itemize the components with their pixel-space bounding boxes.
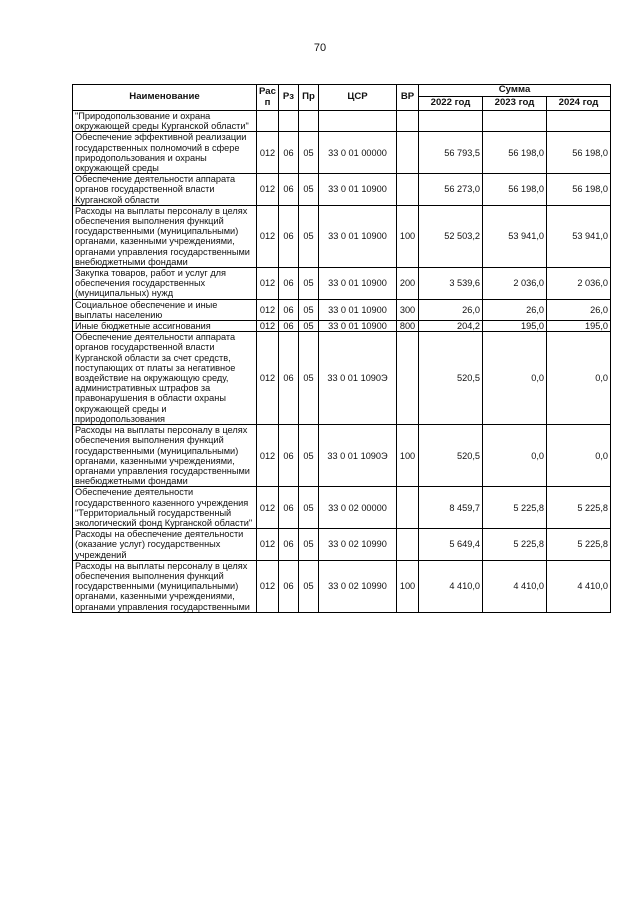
cell-vr: 100 — [397, 425, 419, 487]
cell-sum-2023: 195,0 — [483, 321, 547, 332]
table-body — [73, 111, 611, 613]
cell-sum-2022: 26,0 — [419, 299, 483, 320]
cell-name: Обеспечение эффективной реализации государственных полномочий в сфере природопользования и охраны окружающей среды — [73, 132, 257, 174]
cell-sum-2022: 52 503,2 — [419, 205, 483, 267]
header-year-2023: 2023 год — [483, 97, 547, 111]
cell-rz: 06 — [279, 487, 299, 529]
table-row — [73, 487, 611, 529]
cell-pr: 05 — [299, 174, 319, 206]
cell-vr — [397, 332, 419, 425]
table-row — [73, 321, 611, 332]
cell-sum-2024: 26,0 — [547, 299, 611, 320]
cell-vr — [397, 132, 419, 174]
cell-pr: 05 — [299, 560, 319, 612]
cell-rasp: 012 — [257, 529, 279, 561]
header-rasp: Рас п — [257, 85, 279, 111]
table-row — [73, 174, 611, 206]
cell-sum-2023: 56 198,0 — [483, 132, 547, 174]
table-row — [73, 299, 611, 320]
cell-sum-2024: 53 941,0 — [547, 205, 611, 267]
cell-rasp: 012 — [257, 321, 279, 332]
cell-sum-2024: 195,0 — [547, 321, 611, 332]
cell-pr: 05 — [299, 425, 319, 487]
header-sum: Сумма — [419, 85, 611, 97]
cell-sum-2022: 8 459,7 — [419, 487, 483, 529]
cell-sum-2022: 204,2 — [419, 321, 483, 332]
cell-sum-2023: 5 225,8 — [483, 529, 547, 561]
header-rz: Рз — [279, 85, 299, 111]
cell-sum-2022: 3 539,6 — [419, 268, 483, 300]
cell-vr: 100 — [397, 560, 419, 612]
table-row — [73, 132, 611, 174]
cell-rasp: 012 — [257, 487, 279, 529]
cell-rz: 06 — [279, 425, 299, 487]
table-row — [73, 529, 611, 561]
cell-rz: 06 — [279, 132, 299, 174]
cell-sum-2023: 0,0 — [483, 425, 547, 487]
cell-vr — [397, 529, 419, 561]
cell-csr — [319, 111, 397, 132]
cell-sum-2022: 520,5 — [419, 332, 483, 425]
cell-vr — [397, 174, 419, 206]
cell-sum-2023: 26,0 — [483, 299, 547, 320]
page-number: 70 — [313, 42, 327, 54]
cell-sum-2023: 5 225,8 — [483, 487, 547, 529]
cell-vr — [397, 111, 419, 132]
header-vr: ВР — [397, 85, 419, 111]
cell-name: Расходы на выплаты персоналу в целях обеспечения выполнения функций государственными (муниципальными) органами, казенными учреждениями, органами управления государственными внебюджетными фондами — [73, 425, 257, 487]
cell-vr: 800 — [397, 321, 419, 332]
cell-csr: 33 0 01 00000 — [319, 132, 397, 174]
cell-sum-2024: 0,0 — [547, 425, 611, 487]
cell-name: Обеспечение деятельности государственного казенного учреждения "Территориальный государственный экологический фонд Курганской области" — [73, 487, 257, 529]
cell-sum-2024: 5 225,8 — [547, 529, 611, 561]
table-row — [73, 560, 611, 612]
cell-name: Иные бюджетные ассигнования — [73, 321, 257, 332]
cell-sum-2022: 56 793,5 — [419, 132, 483, 174]
cell-csr: 33 0 02 10990 — [319, 560, 397, 612]
cell-csr: 33 0 01 10900 — [319, 205, 397, 267]
cell-name: Социальное обеспечение и иные выплаты населению — [73, 299, 257, 320]
cell-sum-2023: 56 198,0 — [483, 174, 547, 206]
table-row — [73, 425, 611, 487]
cell-pr: 05 — [299, 268, 319, 300]
cell-name: "Природопользование и охрана окружающей среды Курганской области" — [73, 111, 257, 132]
cell-rasp: 012 — [257, 425, 279, 487]
cell-rz: 06 — [279, 321, 299, 332]
cell-sum-2022: 5 649,4 — [419, 529, 483, 561]
cell-sum-2022 — [419, 111, 483, 132]
cell-sum-2024: 2 036,0 — [547, 268, 611, 300]
cell-pr: 05 — [299, 299, 319, 320]
cell-vr: 200 — [397, 268, 419, 300]
cell-sum-2024: 56 198,0 — [547, 132, 611, 174]
cell-sum-2023 — [483, 111, 547, 132]
cell-csr: 33 0 02 00000 — [319, 487, 397, 529]
cell-sum-2024 — [547, 111, 611, 132]
cell-name: Обеспечение деятельности аппарата органов государственной власти Курганской области — [73, 174, 257, 206]
cell-rz: 06 — [279, 332, 299, 425]
cell-name: Обеспечение деятельности аппарата органов государственной власти Курганской области за счет средств, поступающих от платы за негативное воздействие на окружающую среду, административных штрафов за правонарушения в области охраны окружающей среды и природопользования — [73, 332, 257, 425]
cell-sum-2024: 56 198,0 — [547, 174, 611, 206]
header-pr: Пр — [299, 85, 319, 111]
cell-sum-2023: 4 410,0 — [483, 560, 547, 612]
cell-sum-2022: 4 410,0 — [419, 560, 483, 612]
cell-rz: 06 — [279, 299, 299, 320]
cell-rz: 06 — [279, 560, 299, 612]
cell-name: Закупка товаров, работ и услуг для обеспечения государственных (муниципальных) нужд — [73, 268, 257, 300]
cell-sum-2024: 5 225,8 — [547, 487, 611, 529]
cell-rasp — [257, 111, 279, 132]
cell-rasp: 012 — [257, 268, 279, 300]
cell-csr: 33 0 02 10990 — [319, 529, 397, 561]
cell-pr: 05 — [299, 321, 319, 332]
cell-csr: 33 0 01 10900 — [319, 299, 397, 320]
cell-sum-2023: 53 941,0 — [483, 205, 547, 267]
cell-pr: 05 — [299, 529, 319, 561]
table-row — [73, 111, 611, 132]
header-year-2022: 2022 год — [419, 97, 483, 111]
cell-rz: 06 — [279, 174, 299, 206]
cell-sum-2024: 4 410,0 — [547, 560, 611, 612]
cell-name: Расходы на обеспечение деятельности (оказание услуг) государственных учреждений — [73, 529, 257, 561]
cell-pr: 05 — [299, 132, 319, 174]
table-row — [73, 205, 611, 267]
cell-csr: 33 0 01 10900 — [319, 268, 397, 300]
cell-csr: 33 0 01 10900 — [319, 321, 397, 332]
cell-pr: 05 — [299, 205, 319, 267]
cell-rz: 06 — [279, 529, 299, 561]
budget-table — [72, 84, 611, 613]
cell-pr — [299, 111, 319, 132]
cell-rz: 06 — [279, 205, 299, 267]
cell-rasp: 012 — [257, 174, 279, 206]
cell-name: Расходы на выплаты персоналу в целях обеспечения выполнения функций государственными (муниципальными) органами, казенными учреждениями, органами управления государственными — [73, 560, 257, 612]
cell-rasp: 012 — [257, 560, 279, 612]
cell-rz: 06 — [279, 268, 299, 300]
cell-rasp: 012 — [257, 205, 279, 267]
table-row — [73, 332, 611, 425]
cell-vr: 300 — [397, 299, 419, 320]
cell-rasp: 012 — [257, 132, 279, 174]
cell-vr: 100 — [397, 205, 419, 267]
cell-sum-2023: 2 036,0 — [483, 268, 547, 300]
cell-rasp: 012 — [257, 332, 279, 425]
cell-vr — [397, 487, 419, 529]
cell-pr: 05 — [299, 332, 319, 425]
cell-rasp: 012 — [257, 299, 279, 320]
header-csr: ЦСР — [319, 85, 397, 111]
header-name: Наименование — [73, 85, 257, 111]
cell-pr: 05 — [299, 487, 319, 529]
cell-rz — [279, 111, 299, 132]
header-year-2024: 2024 год — [547, 97, 611, 111]
cell-sum-2022: 56 273,0 — [419, 174, 483, 206]
table-row — [73, 268, 611, 300]
cell-name: Расходы на выплаты персоналу в целях обеспечения выполнения функций государственными (муниципальными) органами, казенными учреждениями, органами управления государственными внебюджетными фондами — [73, 205, 257, 267]
cell-csr: 33 0 01 10900 — [319, 174, 397, 206]
cell-sum-2022: 520,5 — [419, 425, 483, 487]
cell-csr: 33 0 01 1090Э — [319, 332, 397, 425]
cell-sum-2024: 0,0 — [547, 332, 611, 425]
cell-csr: 33 0 01 1090Э — [319, 425, 397, 487]
cell-sum-2023: 0,0 — [483, 332, 547, 425]
